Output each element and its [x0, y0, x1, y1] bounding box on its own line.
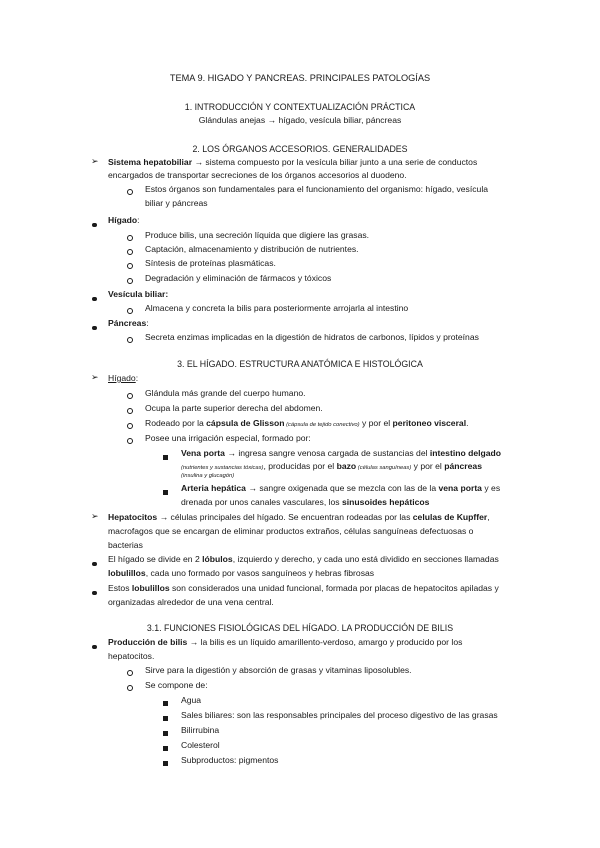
produccion-line-1: Producción de bilis → la bilis es un líquido amarillento-verdoso, amargo y producido por los — [108, 637, 463, 647]
estos-organos-line-1: Estos órganos son fundamentales para el funcionamiento del organismo: hígado, vesícula — [145, 184, 489, 194]
bullet-dot-icon — [92, 557, 97, 571]
arrowhead-bullet-icon: ➢ — [91, 511, 99, 521]
lobulillos-line-1: Estos lobulillos son considerados una unidad funcional, formada por placas de hepatocitos apiladas y — [108, 583, 499, 593]
hollow-bullet-icon — [127, 667, 133, 681]
rodeado-line: Rodeado por la cápsula de Glisson (cápsula de tejido conectivo) y por el peritoneo visceral. — [145, 418, 469, 428]
section-2-heading: 2. LOS ÓRGANOS ACCESORIOS. GENERALIDADES — [192, 144, 408, 154]
document-title: TEMA 9. HIGADO Y PANCREAS. PRINCIPALES PATOLOGÍAS — [169, 73, 431, 83]
compone-line: Se compone de: — [145, 680, 208, 690]
section-3-heading: 3. EL HÍGADO. ESTRUCTURA ANATÓMICA E HISTOLÓGICA — [177, 359, 423, 369]
bullet-dot-icon — [92, 640, 97, 654]
bullet-dot-icon — [92, 292, 97, 306]
arteria-line-1: Arteria hepática → sangre oxigenada que se mezcla con las de la vena porta y es — [181, 483, 501, 493]
vesicula-item: Almacena y concreta la bilis para posteriormente arrojarla al intestino — [145, 303, 409, 313]
lobulillos-line-2: organizadas alrededor de una vena central. — [108, 597, 274, 607]
sistema-line-1: Sistema hepatobiliar → sistema compuesto por la vesícula biliar junto a una serie de conductos — [108, 157, 478, 167]
vena-porta-line-1: Vena porta → ingresa sangre venosa cargada de sustancias del intestino delgado — [181, 448, 502, 458]
square-bullet-icon — [163, 712, 168, 726]
hepatocitos-line-2: macrofagos que se encargan de eliminar productos extraños, células sanguíneas defectuosas o — [108, 526, 474, 536]
component-item: Bilirrubina — [181, 725, 220, 735]
vena-porta-line-2: (nutrientes y sustancias tóxicas), producidas por el bazo (células sanguíneas) y por el páncreas — [181, 461, 482, 471]
square-bullet-icon — [163, 727, 168, 741]
vena-porta-note: (insulina y glucagón) — [181, 473, 235, 479]
hollow-bullet-icon — [127, 186, 133, 200]
hollow-bullet-icon — [127, 435, 133, 449]
s3-higado-term: Hígado: — [108, 373, 139, 383]
component-item: Sales biliares: son las responsables principales del proceso digestivo de las grasas — [181, 710, 498, 720]
posee-line: Posee una irrigación especial, formado por: — [145, 433, 311, 443]
higado-item: Produce bilis, una secreción líquida que digiere las grasas. — [145, 230, 370, 240]
hollow-bullet-icon — [127, 682, 133, 696]
hollow-bullet-icon — [127, 334, 133, 348]
square-bullet-icon — [163, 757, 168, 771]
produccion-line-2: hepatocitos. — [108, 651, 155, 661]
s3-higado-item: Glándula más grande del cuerpo humano. — [145, 388, 306, 398]
hollow-bullet-icon — [127, 275, 133, 289]
bullet-dot-icon — [92, 586, 97, 600]
hollow-bullet-icon — [127, 260, 133, 274]
bullet-dot-icon — [92, 321, 97, 335]
square-bullet-icon — [163, 451, 168, 465]
higado-item: Síntesis de proteínas plasmáticas. — [145, 258, 276, 268]
s3-higado-item: Ocupa la parte superior derecha del abdomen. — [145, 403, 323, 413]
lobulos-line-2: lobulillos, cada uno formado por vasos sanguíneos y hebras fibrosas — [108, 568, 375, 578]
higado-item: Degradación y eliminación de fármacos y tóxicos — [145, 273, 332, 283]
higado-item: Captación, almacenamiento y distribución de nutrientes. — [145, 244, 359, 254]
arrowhead-bullet-icon: ➢ — [91, 372, 99, 382]
component-item: Colesterol — [181, 740, 220, 750]
square-bullet-icon — [163, 742, 168, 756]
square-bullet-icon — [163, 697, 168, 711]
estos-organos-line-2: biliar y páncreas — [145, 198, 208, 208]
component-item: Agua — [181, 695, 202, 705]
section-1-heading: 1. INTRODUCCIÓN Y CONTEXTUALIZACIÓN PRÁCTICA — [184, 102, 416, 112]
bullet-dot-icon — [92, 218, 97, 232]
arteria-line-2: drenada por unos canales vasculares, los sinusoides hepáticos — [181, 497, 430, 507]
sistema-line-2: encargados de transportar secreciones de los órganos accesorios al duodeno. — [108, 170, 407, 180]
hollow-bullet-icon — [127, 390, 133, 404]
arrowhead-bullet-icon: ➢ — [91, 156, 99, 166]
square-bullet-icon — [163, 486, 168, 500]
higado-term: Hígado: — [108, 215, 140, 225]
section-3-1-heading: 3.1. FUNCIONES FISIOLÓGICAS DEL HÍGADO. LA PRODUCCIÓN DE BILIS — [146, 623, 454, 633]
hollow-bullet-icon — [127, 232, 133, 246]
hepatocitos-line-1: Hepatocitos → células principales del hígado. Se encuentran rodeadas por las celulas de Kupffer, — [108, 512, 490, 522]
sirve-line: Sirve para la digestión y absorción de grasas y vitaminas liposolubles. — [145, 665, 412, 675]
hollow-bullet-icon — [127, 420, 133, 434]
vesicula-term: Vesícula biliar: — [108, 289, 169, 299]
pancreas-item: Secreta enzimas implicadas en la digestión de hidratos de carbonos, lípidos y proteínas — [145, 332, 479, 342]
component-item: Subproductos: pigmentos — [181, 755, 279, 765]
hollow-bullet-icon — [127, 405, 133, 419]
hepatocitos-line-3: bacterias — [108, 540, 143, 550]
section-1-text: Glándulas anejas → hígado, vesícula biliar, páncreas — [198, 115, 402, 125]
hollow-bullet-icon — [127, 246, 133, 260]
pancreas-term: Páncreas: — [108, 318, 149, 328]
lobulos-line-1: El hígado se divide en 2 lóbulos, izquierdo y derecho, y cada uno está dividido en secciones llamadas — [108, 554, 499, 564]
